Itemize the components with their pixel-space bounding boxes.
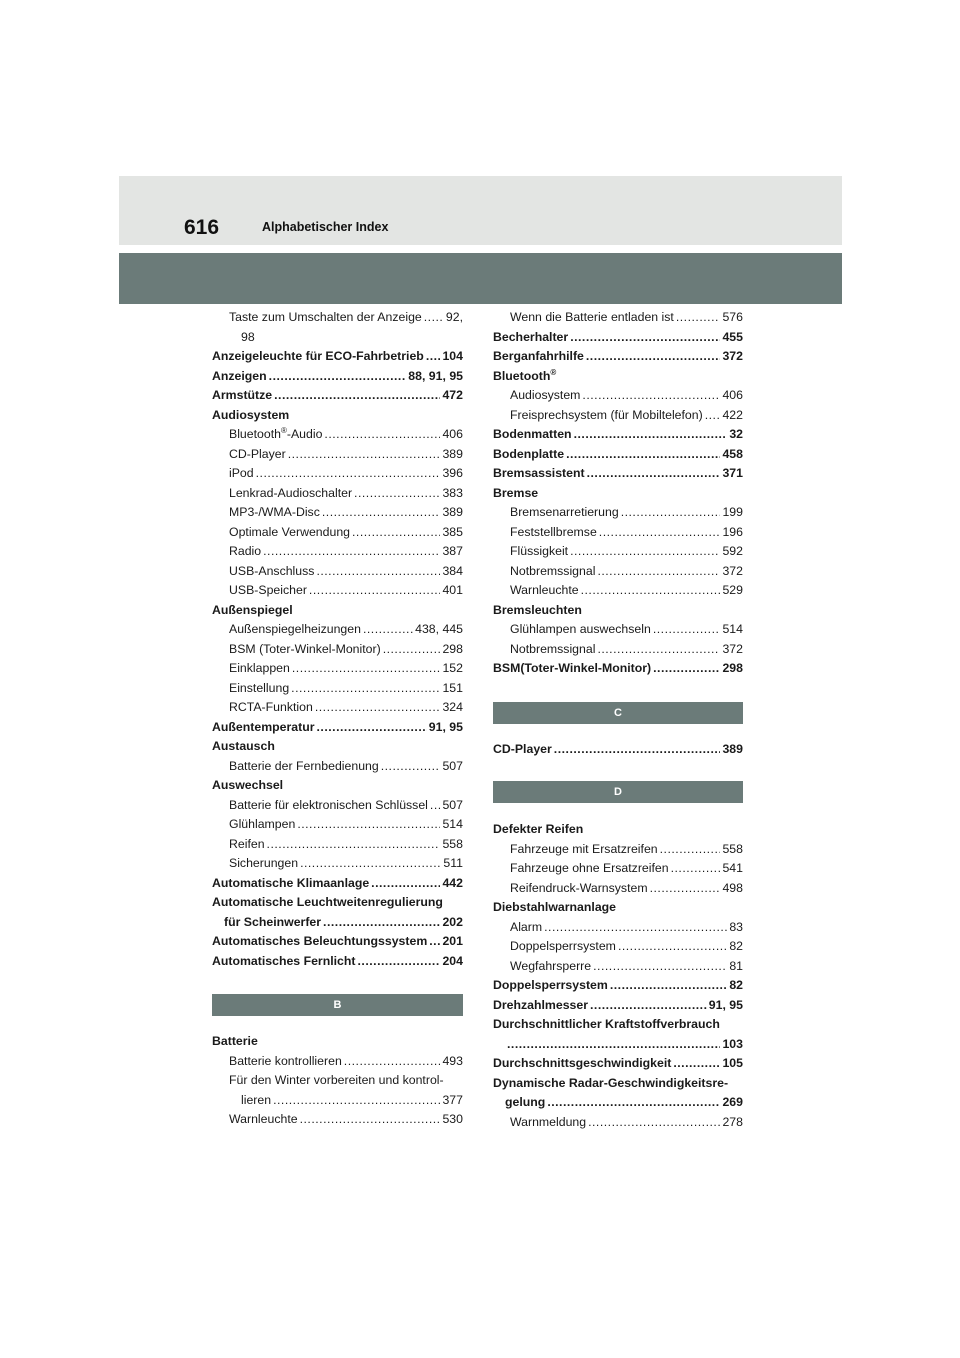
index-entry: gelung ..... 269: [493, 1093, 743, 1113]
index-entry: USB-Anschluss ..... 384: [212, 562, 463, 582]
letter-divider-d: D: [493, 781, 743, 803]
index-entry: USB-Speicher ..... 401: [212, 581, 463, 601]
index-entry: Bremsassistent ..... 371: [493, 464, 743, 484]
index-entry: Anzeigen ..... 88, 91, 95: [212, 367, 463, 387]
index-heading: Auswechsel: [212, 778, 284, 792]
index-entry: Becherhalter ..... 455: [493, 328, 743, 348]
index-entry: Einklappen ..... 152: [212, 659, 463, 679]
index-heading: Batterie: [212, 1034, 258, 1048]
index-heading: Austausch: [212, 739, 275, 753]
header-bar: [119, 253, 842, 304]
index-entry: Reifendruck-Warnsystem ..... 498: [493, 879, 743, 899]
index-entry: Radio ..... 387: [212, 542, 463, 562]
index-entry: Warnmeldung ..... 278: [493, 1113, 743, 1133]
index-entry: Glühlampen ..... 514: [212, 815, 463, 835]
index-entry: BSM(Toter-Winkel-Monitor) ..... 298: [493, 659, 743, 679]
index-entry: Feststellbremse ..... 196: [493, 523, 743, 543]
index-entry: Automatisches Beleuchtungssystem ..... 201: [212, 932, 463, 952]
index-entry-start: Durchschnittlicher Kraftstoffverbrauch: [493, 1017, 720, 1031]
index-entry: Batterie für elektronischen Schlüssel ..... 507: [212, 796, 463, 816]
index-column-left: [212, 308, 463, 1130]
index-entry: CD-Player ..... 389: [493, 740, 743, 760]
index-entry-continuation: 98: [241, 329, 255, 344]
index-entry: ..... 103: [493, 1035, 743, 1055]
index-entry: Reifen ..... 558: [212, 835, 463, 855]
index-entry: Doppelsperrsystem ..... 82: [493, 976, 743, 996]
index-heading: Bluetooth®: [493, 367, 557, 383]
index-heading: Außenspiegel: [212, 602, 293, 617]
index-entry: Optimale Verwendung ..... 385: [212, 523, 463, 543]
index-entry: RCTA-Funktion ..... 324: [212, 698, 463, 718]
index-entry: Taste zum Umschalten der Anzeige ..... 92,: [212, 308, 463, 328]
index-entry: Alarm ..... 83: [493, 918, 743, 938]
index-entry: lieren ..... 377: [212, 1091, 463, 1111]
index-heading: Bremsleuchten: [493, 602, 582, 617]
section-title: Alphabetischer Index: [262, 220, 389, 234]
index-entry: Berganfahrhilfe ..... 372: [493, 347, 743, 367]
index-entry: Armstütze ..... 472: [212, 386, 463, 406]
index-entry: Anzeigeleuchte für ECO-Fahrbetrieb ..... 104: [212, 347, 463, 367]
index-entry-start: Für den Winter vorbereiten und kontrol-: [229, 1073, 444, 1087]
letter-divider-c: C: [493, 702, 743, 724]
index-entry: Außenspiegelheizungen ..... 438, 445: [212, 620, 463, 640]
index-entry: Doppelsperrsystem ..... 82: [493, 937, 743, 957]
index-heading: Bremse: [493, 485, 539, 500]
index-entry-start: Automatische Leuchtweitenregulierung: [212, 895, 443, 909]
index-entry: Batterie kontrollieren ..... 493: [212, 1052, 463, 1072]
letter-divider-b: B: [212, 994, 463, 1016]
index-column-right: [493, 308, 743, 1132]
index-entry: Drehzahlmesser ..... 91, 95: [493, 996, 743, 1016]
header-band: [119, 176, 842, 245]
index-entry: Freisprechsystem (für Mobiltelefon) ..... 422: [493, 406, 743, 426]
index-entry: Durchschnittsgeschwindigkeit ..... 105: [493, 1054, 743, 1074]
index-entry: Automatisches Fernlicht ..... 204: [212, 952, 463, 972]
index-entry: Außentemperatur ..... 91, 95: [212, 718, 463, 738]
index-entry: Notbremssignal ..... 372: [493, 640, 743, 660]
index-entry: für Scheinwerfer ..... 202: [212, 913, 463, 933]
index-entry: Flüssigkeit ..... 592: [493, 542, 743, 562]
index-heading: Defekter Reifen: [493, 822, 584, 836]
index-entry: Audiosystem ..... 406: [493, 386, 743, 406]
index-entry: Automatische Klimaanlage ..... 442: [212, 874, 463, 894]
index-entry: Fahrzeuge ohne Ersatzreifen ..... 541: [493, 859, 743, 879]
index-entry: BSM (Toter-Winkel-Monitor) ..... 298: [212, 640, 463, 660]
index-entry: Wenn die Batterie entladen ist ..... 576: [493, 308, 743, 328]
index-entry: Einstellung ..... 151: [212, 679, 463, 699]
index-entry: Wegfahrsperre ..... 81: [493, 957, 743, 977]
index-entry: Glühlampen auswechseln ..... 514: [493, 620, 743, 640]
index-entry: iPod ..... 396: [212, 464, 463, 484]
index-entry: Bodenmatten ..... 32: [493, 425, 743, 445]
index-entry: Warnleuchte ..... 530: [212, 1110, 463, 1130]
index-entry: Notbremssignal ..... 372: [493, 562, 743, 582]
index-entry: Sicherungen ..... 511: [212, 854, 463, 874]
index-entry: MP3-/WMA-Disc ..... 389: [212, 503, 463, 523]
index-entry: Batterie der Fernbedienung ..... 507: [212, 757, 463, 777]
index-entry: Warnleuchte ..... 529: [493, 581, 743, 601]
index-entry-start: Dynamische Radar-Geschwindigkeitsre-: [493, 1075, 729, 1090]
index-entry: Bluetooth®-Audio ..... 406: [212, 425, 463, 445]
index-entry: CD-Player ..... 389: [212, 445, 463, 465]
page-number: 616: [184, 216, 220, 239]
index-entry: Fahrzeuge mit Ersatzreifen ..... 558: [493, 840, 743, 860]
index-entry: Bremsenarretierung ..... 199: [493, 503, 743, 523]
index-entry: Lenkrad-Audioschalter ..... 383: [212, 484, 463, 504]
index-heading: Diebstahlwarnanlage: [493, 900, 617, 914]
index-heading: Audiosystem: [212, 407, 290, 422]
index-entry: Bodenplatte ..... 458: [493, 445, 743, 465]
